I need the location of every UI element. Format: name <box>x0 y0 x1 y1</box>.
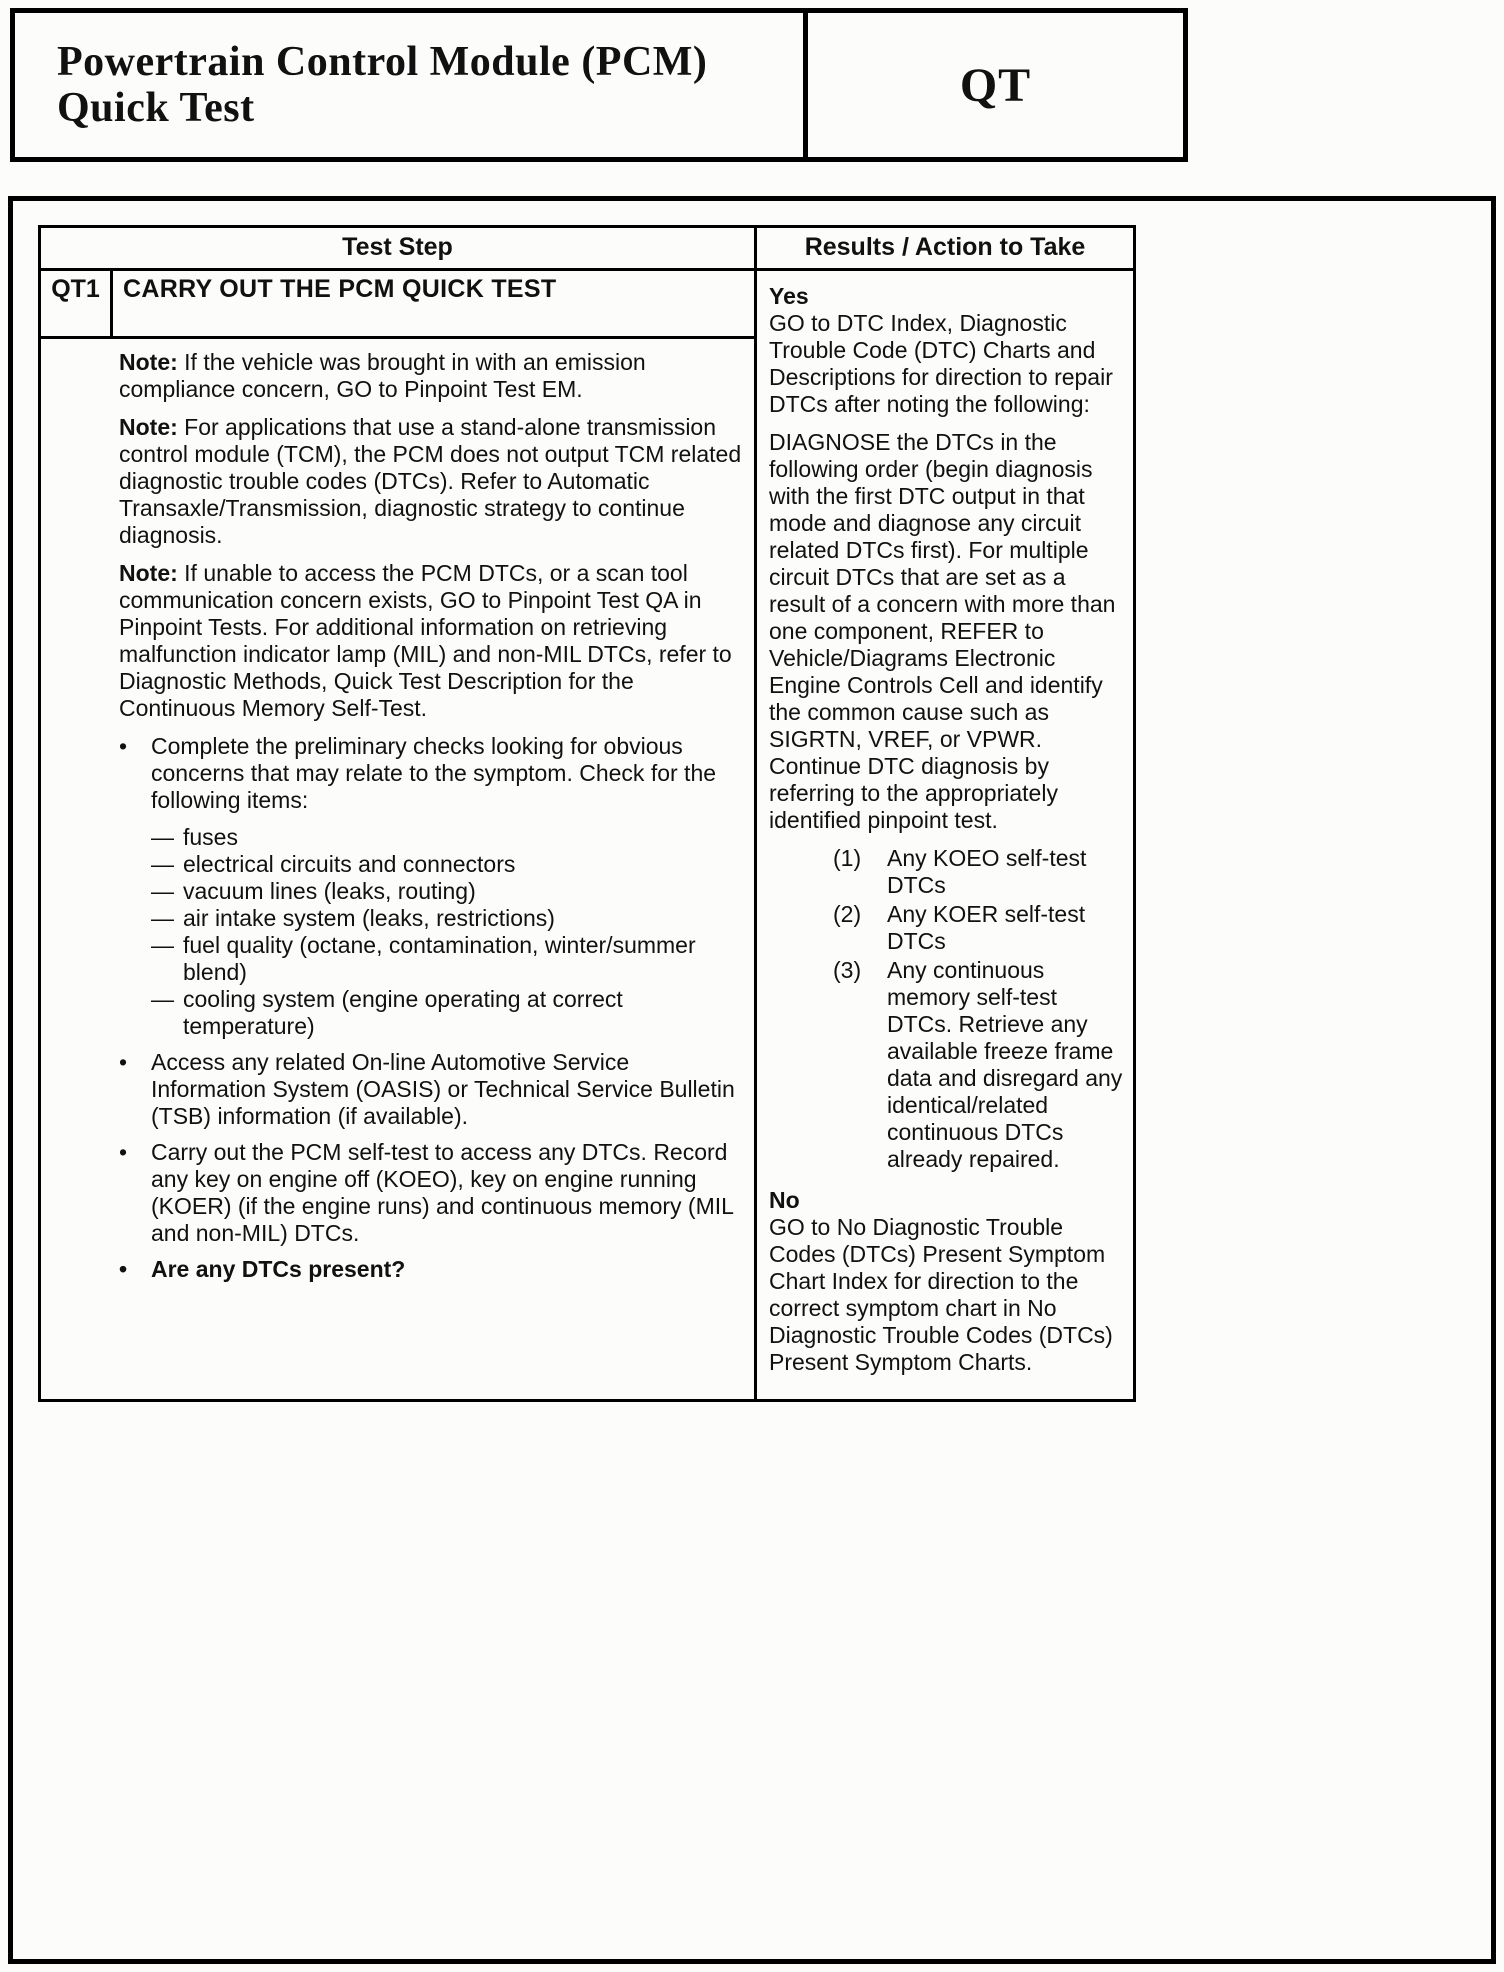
dash-marker: — <box>151 931 174 958</box>
results-numbered-item-3 <box>833 957 1123 1173</box>
dash-item-1 <box>151 824 744 851</box>
numbered-marker: (2) <box>833 901 862 927</box>
dash-text: vacuum lines (leaks, routing) <box>183 877 476 904</box>
bullet-marker: • <box>119 732 128 759</box>
dash-text: cooling system (engine operating at correct temperature) <box>183 985 623 1039</box>
bullet-marker: • <box>119 1048 128 1075</box>
page-title <box>57 39 793 131</box>
document-header-box <box>10 8 1188 162</box>
results-numbered-item-2 <box>833 901 1123 955</box>
results-column <box>754 271 1133 1399</box>
dash-item-6 <box>151 986 744 1040</box>
page-title-line2: Quick Test <box>57 85 255 132</box>
note-text: If the vehicle was brought in with an emission compliance concern, GO to Pinpoint Test EM. <box>119 348 646 402</box>
results-no-paragraph: GO to No Diagnostic Trouble Codes (DTCs) Present Symptom Chart Index for direction to the correct symptom chart in No Diagnostic Trouble Codes (DTCs) Present Symptom Charts. <box>769 1214 1113 1375</box>
dash-marker: — <box>151 850 174 877</box>
main-content-box <box>8 196 1496 1964</box>
note-text: If unable to access the PCM DTCs, or a scan tool communication concern exists, GO to Pinpoint Test QA in Pinpoint Tests. For additional information on retrieving malfunction indicator lamp (MIL) and non-MIL DTCs, refer to Diagnostic Methods, Quick Test Description for the Continuous Memory Self-Test. <box>119 559 732 721</box>
numbered-text: Any KOEO self-test DTCs <box>887 845 1087 898</box>
numbered-marker: (1) <box>833 845 862 871</box>
bullet-item-3 <box>119 1139 744 1247</box>
bullet-text: Complete the preliminary checks looking for obvious concerns that may relate to the symptom. Check for the following items: <box>151 732 717 813</box>
note-text: For applications that use a stand-alone transmission control module (TCM), the PCM does not output TCM related diagnostic trouble codes (DTCs). Refer to Automatic Transaxle/Transmission, diagnostic strategy to continue diagnosis. <box>119 413 742 548</box>
bullet-marker: • <box>119 1138 128 1165</box>
results-yes-paragraph-2: DIAGNOSE the DTCs in the following order (begin diagnosis with the first DTC output in that mode and diagnose any circuit related DTCs first). For multiple circuit DTCs that are set as a result of a concern with more than one component, REFER to Vehicle/Diagrams Electronic Engine Controls Cell and identify the common cause such as SIGRTN, VREF, or VPWR. Continue DTC diagnosis by referring to the appropriately identified pinpoint test. <box>769 429 1116 833</box>
dash-text: air intake system (leaks, restrictions) <box>183 904 555 931</box>
column-header-test-step: Test Step <box>41 228 754 271</box>
note-label: Note: <box>119 559 178 586</box>
test-table <box>38 225 1136 1402</box>
bullet-text: Access any related On-line Automotive Service Information System (OASIS) or Technical Service Bulletin (TSB) information (if available). <box>151 1048 735 1129</box>
bullet-item-1 <box>119 733 744 814</box>
dash-text: electrical circuits and connectors <box>183 850 516 877</box>
bullet-item-4 <box>119 1256 744 1283</box>
bullet-text-question: Are any DTCs present? <box>151 1255 406 1282</box>
document-code-cell <box>803 13 1183 157</box>
document-title-cell <box>15 13 803 157</box>
page-title-line1: Powertrain Control Module (PCM) <box>57 39 708 85</box>
document-code: QT <box>959 58 1032 112</box>
bullet-marker: • <box>119 1255 128 1282</box>
dash-list <box>119 824 744 1040</box>
dash-marker: — <box>151 823 174 850</box>
step-body <box>41 339 754 1400</box>
note-paragraph-2 <box>119 414 744 549</box>
bullet-item-2 <box>119 1049 744 1130</box>
results-yes-paragraph-1: GO to DTC Index, Diagnostic Trouble Code (DTC) Charts and Descriptions for direction to repair DTCs after noting the following: <box>769 310 1113 417</box>
dash-item-5 <box>151 932 744 986</box>
dash-marker: — <box>151 985 174 1012</box>
dash-item-3 <box>151 878 744 905</box>
dash-item-4 <box>151 905 744 932</box>
results-yes-label: Yes <box>769 283 809 309</box>
dash-marker: — <box>151 904 174 931</box>
dash-item-2 <box>151 851 744 878</box>
dash-text: fuses <box>183 823 238 850</box>
step-id: QT1 <box>41 271 113 339</box>
note-label: Note: <box>119 348 178 375</box>
column-header-results: Results / Action to Take <box>754 228 1133 271</box>
note-paragraph-1 <box>119 349 744 403</box>
numbered-text: Any KOER self-test DTCs <box>887 901 1086 954</box>
note-label: Note: <box>119 413 178 440</box>
dash-text: fuel quality (octane, contamination, winter/summer blend) <box>183 931 696 985</box>
dash-marker: — <box>151 877 174 904</box>
step-title: CARRY OUT THE PCM QUICK TEST <box>113 271 754 339</box>
note-paragraph-3 <box>119 560 744 722</box>
numbered-text: Any continuous memory self-test DTCs. Retrieve any available freeze frame data and disregard any identical/related continuous DTCs already repaired. <box>887 957 1123 1172</box>
bullet-text: Carry out the PCM self-test to access any DTCs. Record any key on engine off (KOEO), key on engine running (KOER) (if the engine runs) and continuous memory (MIL and non-MIL) DTCs. <box>151 1138 734 1246</box>
results-numbered-item-1 <box>833 845 1123 899</box>
results-no-block <box>769 1187 1123 1376</box>
numbered-marker: (3) <box>833 957 862 983</box>
results-no-label: No <box>769 1187 800 1213</box>
